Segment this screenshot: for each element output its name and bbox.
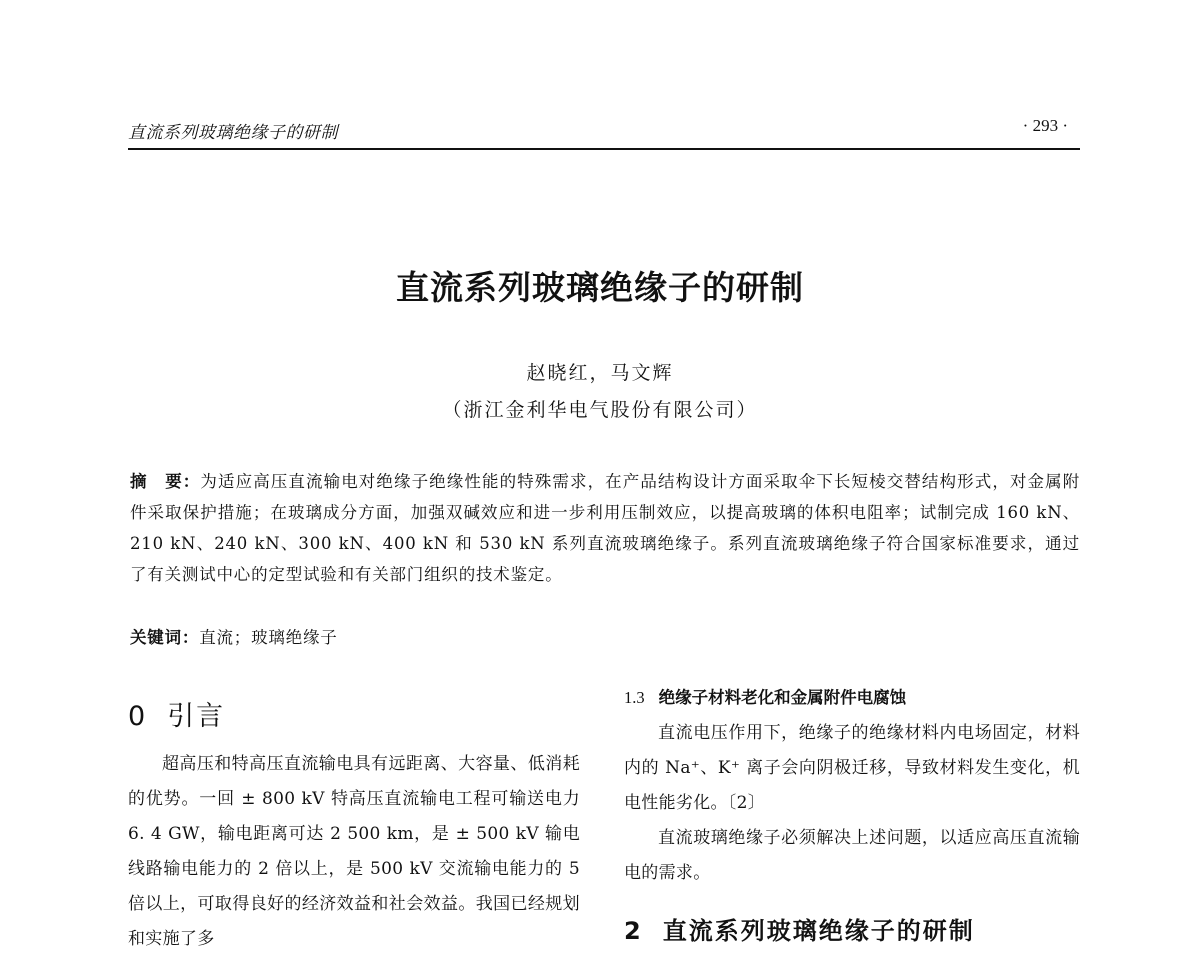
keywords-text: 直流；玻璃绝缘子 — [199, 628, 338, 647]
page-number: · 293 · — [1022, 116, 1068, 135]
section-1-3-paragraph-2: 直流玻璃绝缘子必须解决上述问题，以适应高压直流输电的需求。 — [624, 828, 1080, 883]
abstract-text: 为适应高压直流输电对绝缘子绝缘性能的特殊需求，在产品结构设计方面采取伞下长短棱交替结构形式，对金属附件采取保护措施；在玻璃成分方面，加强双碱效应和进一步利用压制效应，以提高玻璃的体积电阻率；试制完成 160 kN、210 kN、240 kN、300 kN、400 kN 和 530 kN 系列直流玻璃绝缘子。系列直流玻璃绝缘子符合国家标准要求，通过了有关测试中心的定型试验和有关部门组织的技术鉴定。 — [130, 472, 1081, 584]
keywords-label: 关键词： — [130, 628, 200, 647]
article-title: 直流系列玻璃绝缘子的研制 — [396, 268, 804, 307]
section-2-heading — [624, 911, 1080, 946]
section-1-3-paragraph-1: 直流电压作用下，绝缘子的绝缘材料内电场固定，材料内的 Na⁺、K⁺ 离子会向阴极迁移，导致材料发生变化，机电性能劣化。〔2〕 — [624, 723, 1080, 813]
running-title: 直流系列玻璃绝缘子的研制 — [128, 123, 338, 143]
affiliation: （浙江金利华电气股份有限公司） — [442, 399, 758, 421]
authors: 赵晓红，马文辉 — [526, 362, 674, 384]
section-1-3-number: 1.3 — [624, 688, 645, 707]
left-column — [128, 694, 580, 957]
running-header — [128, 112, 1080, 150]
right-column — [624, 684, 1080, 946]
section-0-title: 引言 — [167, 701, 226, 732]
abstract — [130, 466, 1080, 590]
section-0-paragraph: 超高压和特高压直流输电具有远距离、大容量、低消耗的优势。一回 ± 800 kV 特高压直流输电工程可输送电力 6. 4 GW，输电距离可达 2 500 km，是 ± 500 kV 输电线路输电能力的 2 倍以上，是 500 kV 交流输电能力的 5 倍以上，可取得良好的经济效益和社会效益。我国已经规划和实施了多 — [128, 754, 580, 949]
section-2-title: 直流系列玻璃绝缘子的研制 — [662, 917, 975, 945]
section-2-number: 2 — [624, 917, 643, 945]
abstract-label: 摘 要： — [130, 472, 201, 491]
section-0-number: 0 — [128, 701, 148, 732]
keywords — [130, 622, 1080, 653]
section-1-3-heading — [624, 684, 1080, 712]
section-0-heading — [128, 694, 580, 733]
section-1-3-title: 绝缘子材料老化和金属附件电腐蚀 — [658, 688, 907, 707]
